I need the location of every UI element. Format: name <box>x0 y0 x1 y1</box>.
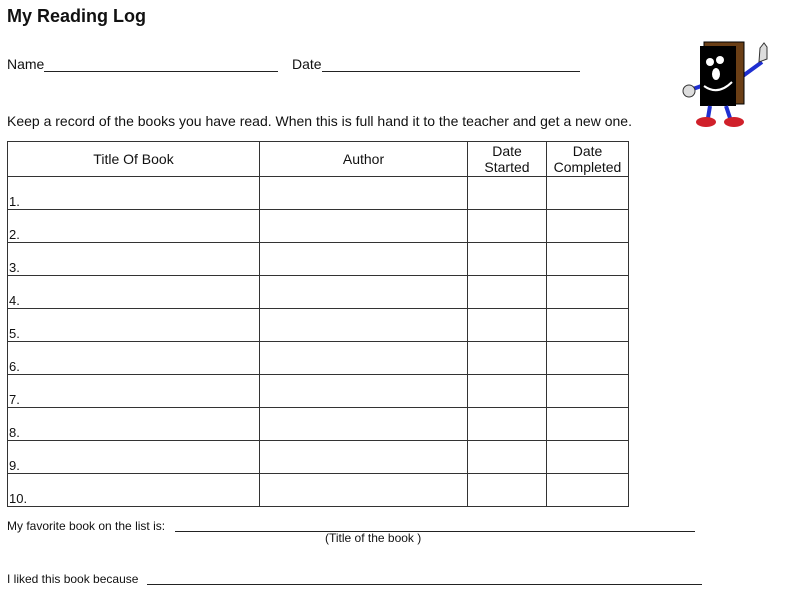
date-started-cell[interactable] <box>468 474 547 507</box>
table-row <box>8 342 629 375</box>
date-started-cell[interactable] <box>468 441 547 474</box>
date-completed-cell[interactable] <box>547 375 629 408</box>
favorite-label: My favorite book on the list is: <box>7 519 166 533</box>
favorite-book-field[interactable] <box>175 531 695 532</box>
author-cell[interactable] <box>260 276 468 309</box>
table-row <box>8 309 629 342</box>
title-cell[interactable]: 9. <box>8 441 260 474</box>
table-row <box>8 210 629 243</box>
because-field[interactable] <box>147 584 702 585</box>
author-cell[interactable] <box>260 375 468 408</box>
author-cell[interactable] <box>260 408 468 441</box>
date-completed-cell[interactable] <box>547 309 629 342</box>
favorite-hint: (Title of the book ) <box>325 531 422 545</box>
date-completed-cell[interactable] <box>547 408 629 441</box>
table-header-row <box>8 142 629 177</box>
table-row <box>8 474 629 507</box>
date-completed-cell[interactable] <box>547 474 629 507</box>
table-row <box>8 408 629 441</box>
page-title: My Reading Log <box>7 6 146 26</box>
reading-log-table <box>7 141 629 507</box>
title-cell[interactable]: 3. <box>8 243 260 276</box>
date-field[interactable] <box>322 71 580 72</box>
author-cell[interactable] <box>260 474 468 507</box>
title-cell[interactable]: 7. <box>8 375 260 408</box>
date-started-cell[interactable] <box>468 309 547 342</box>
header-date-started: Date Started <box>468 142 547 177</box>
book-mascot-icon <box>680 38 775 130</box>
date-completed-cell[interactable] <box>547 276 629 309</box>
date-started-cell[interactable] <box>468 210 547 243</box>
header-title: Title Of Book <box>8 142 260 177</box>
author-cell[interactable] <box>260 177 468 210</box>
author-cell[interactable] <box>260 309 468 342</box>
date-started-cell[interactable] <box>468 243 547 276</box>
author-cell[interactable] <box>260 243 468 276</box>
title-cell[interactable]: 10. <box>8 474 260 507</box>
because-label: I liked this book because <box>7 572 139 586</box>
title-cell[interactable]: 2. <box>8 210 260 243</box>
table-row <box>8 375 629 408</box>
header-author: Author <box>260 142 468 177</box>
instructions: Keep a record of the books you have read. When this is full hand it to the teacher and get a new one. <box>7 113 632 129</box>
author-cell[interactable] <box>260 441 468 474</box>
table-row <box>8 276 629 309</box>
table-row <box>8 441 629 474</box>
title-cell[interactable]: 8. <box>8 408 260 441</box>
date-label: Date <box>292 56 322 72</box>
name-label: Name <box>7 56 45 72</box>
header-date-completed: Date Completed <box>547 142 629 177</box>
table-row <box>8 177 629 210</box>
title-cell[interactable]: 5. <box>8 309 260 342</box>
title-cell[interactable]: 4. <box>8 276 260 309</box>
date-started-cell[interactable] <box>468 408 547 441</box>
date-started-cell[interactable] <box>468 177 547 210</box>
date-started-cell[interactable] <box>468 276 547 309</box>
date-completed-cell[interactable] <box>547 210 629 243</box>
title-cell[interactable]: 6. <box>8 342 260 375</box>
date-started-cell[interactable] <box>468 342 547 375</box>
author-cell[interactable] <box>260 210 468 243</box>
date-completed-cell[interactable] <box>547 441 629 474</box>
title-cell[interactable]: 1. <box>8 177 260 210</box>
date-started-cell[interactable] <box>468 375 547 408</box>
author-cell[interactable] <box>260 342 468 375</box>
date-completed-cell[interactable] <box>547 342 629 375</box>
date-completed-cell[interactable] <box>547 177 629 210</box>
date-completed-cell[interactable] <box>547 243 629 276</box>
name-field[interactable] <box>44 71 278 72</box>
table-row <box>8 243 629 276</box>
